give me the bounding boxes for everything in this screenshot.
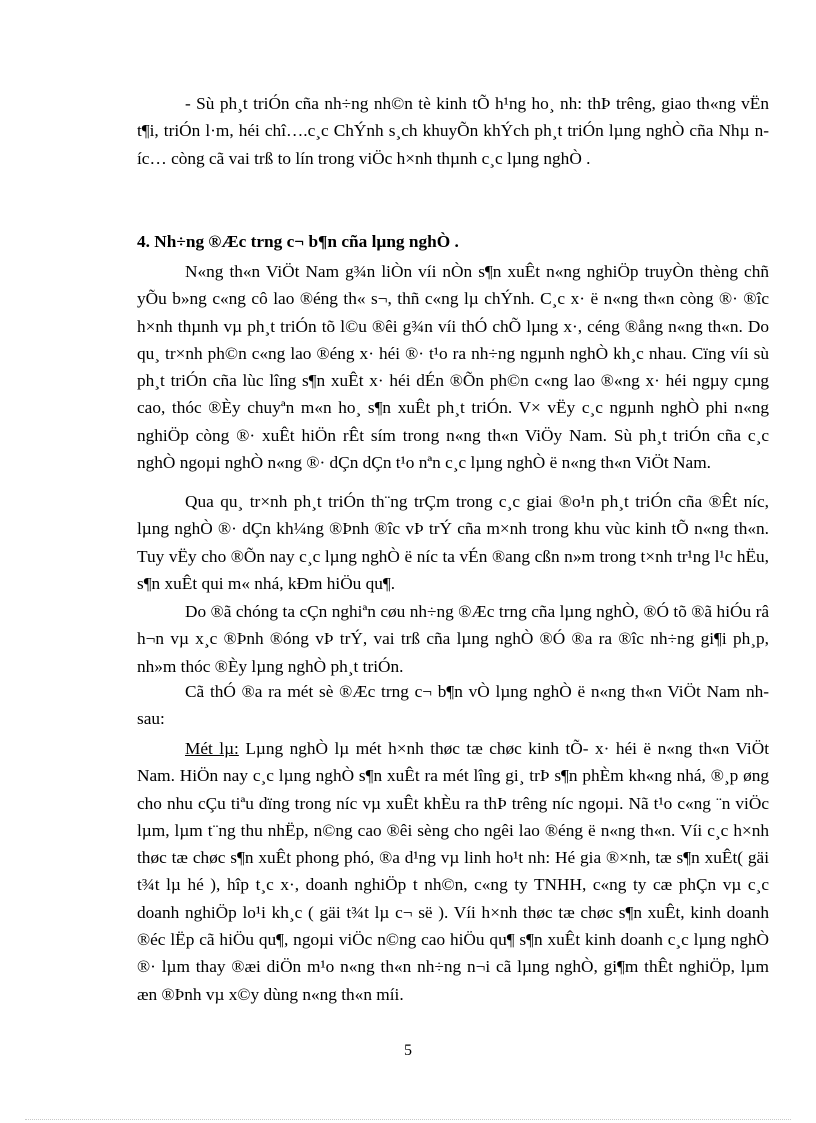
section-heading: 4. Nh÷ng ®Æc trng c¬ b¶n cña lµng nghÒ .: [137, 232, 459, 251]
first-characteristic-text: Lµng nghÒ lµ mét h×nh thøc tæ chøc kinh tÕ- x· héi ë n«ng th«n ViÖt Nam. HiÖn nay c¸c lµng nghÒ s¶n xuÊt ra mét lîng gi¸ trÞ s¶n phÈm kh«ng nhá, ®¸p øng cho nhu cÇu tiªu dïng trong níc vµ xuÊt khÈu ra thÞ trêng níc ngoµi. Nã t¹o c«ng ¨n viÖc lµm, lµm t¨ng thu nhËp, n©ng cao ®êi sèng cho ngêi lao ®éng ë n«ng th«n. Víi c¸c h×nh thøc tæ chøc s¶n xuÊt phong phó, ®a d¹ng vµ linh ho¹t nh: Hé gia ®×nh, tæ s¶n xuÊt( gäi t¾t lµ hé ), hîp t¸c x·, doanh nghiÖp t nh©n, c«ng ty TNHH, c«ng ty cæ phÇn vµ c¸c doanh nghiÖp lo¹i kh¸c ( gäi t¾t lµ c¬ së ). Víi h×nh thøc tæ chøc s¶n xuÊt, kinh doanh ®éc lËp cã hiÖu qu¶, ngoµi viÖc n©ng cao hiÖu qu¶ s¶n xuÊt kinh doanh c¸c lµng nghÒ ®· lµm thay ®æi diÖn m¹o n«ng th«n nh÷ng n¬i cã lµng nghÒ, gi¶m thÊt nghiÖp, lµm æn ®Þnh vµ x©y dùng n«ng th«n míi.: [137, 739, 769, 1004]
paragraph-characteristics-intro: Cã thÓ ®a ra mét sè ®Æc trng c¬ b¶n vÒ lµng nghÒ ë n«ng th«n ViÖt Nam nh sau:: [137, 682, 769, 729]
paragraph-research-need: Do ®ã chóng ta cÇn nghiªn cøu nh÷ng ®Æc trng cña lµng nghÒ, ®Ó tõ ®ã hiÓu râ h¬n vµ x¸c ®Þnh ®óng vÞ trÝ, vai trß cña lµng nghÒ ®Ó ®a ra ®îc nh÷ng gi¶i ph¸p, nh»m thóc ®Èy lµng nghÒ ph¸t triÓn.: [137, 602, 769, 676]
paragraph-rural-vietnam: N«ng th«n ViÖt Nam g¾n liÒn víi nÒn s¶n xuÊt n«ng nghiÖp truyÒn thèng chñ yÕu b»ng c«ng cô lao ®éng th« s¬, thñ c«ng lµ chÝnh. C¸c x· ë n«ng th«n còng ®· ®îc h×nh thµnh vµ ph¸t triÓn tõ l©u ®êi g¾n víi thÓ chÕ lµng x·, céng ®ång n«ng th«n. Do qu¸ tr×nh ph©n c«ng lao ®éng x· héi ®· t¹o ra nh÷ng ngµnh nghÒ kh¸c nhau. Cïng víi sù ph¸t triÓn cña lùc lîng s¶n xuÊt x· héi dÉn ®Õn ph©n c«ng lao ®«ng x· héi ngµy cµng cao, thóc ®Èy chuyªn m«n ho¸ s¶n xuÊt ph¸t triÓn. V× vËy c¸c ngµnh nghÒ phi n«ng nghiÖp còng ®· xuÊt hiÖn rÊt sím trong n«ng th«n ViÖy Nam. Sù ph¸t triÓn cña c¸c nghÒ ngoµi nghÒ n«ng ®· dÇn dÇn t¹o nªn c¸c lµng nghÒ ë n«ng th«n ViÖt Nam.: [137, 262, 769, 473]
paragraph-first-characteristic: [137, 735, 769, 1008]
page-number: 5: [404, 1042, 412, 1059]
paragraph-development-history: Qua qu¸ tr×nh ph¸t triÓn th¨ng trÇm trong c¸c giai ®o¹n ph¸t triÓn cña ®Êt níc, lµng nghÒ ®· dÇn kh¼ng ®Þnh ®îc vÞ trÝ cña m×nh trong khu vùc kinh tÕ n«ng th«n. Tuy vËy cho ®Õn nay c¸c lµng nghÒ ë níc ta vÉn ®ang cßn n»m trong t×nh tr¹ng l¹c hËu, s¶n xuÊt qui m« nhá, kÐm hiÖu qu¶.: [137, 492, 769, 593]
page-bottom-divider: [25, 1119, 791, 1120]
first-characteristic-label: Mét lµ:: [185, 739, 239, 758]
paragraph-economic-factors: - Sù ph¸t triÓn cña nh÷ng nh©n tè kinh tÕ h¹ng ho¸ nh: thÞ trêng, giao th«ng vËn t¶i, triÓn l·m, héi chî….c¸c ChÝnh s¸ch khuyÕn khÝch ph¸t triÓn lµng nghÒ cña Nhµ níc… còng cã vai trß to lín trong viÖc h×nh thµnh c¸c lµng nghÒ .: [137, 94, 769, 168]
